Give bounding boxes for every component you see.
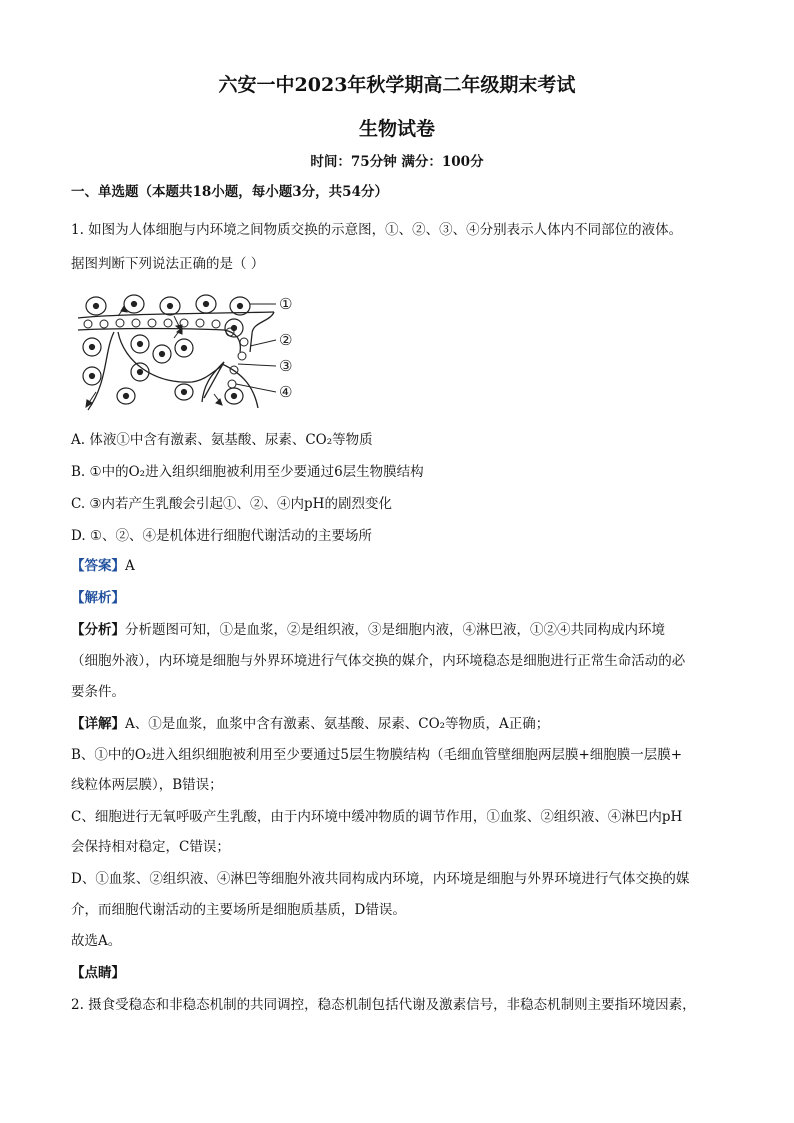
xiangjie-c1: C、细胞进行无氧呼吸产生乳酸，由于内环境中缓冲物质的调节作用，①血浆、②组织液、④淋巴内pH bbox=[71, 809, 683, 825]
dianjing-tag: 【点睛】 bbox=[71, 965, 125, 981]
answer-value: A bbox=[125, 558, 135, 574]
label-4: ④ bbox=[279, 383, 293, 401]
exam-title: 六安一中2023年秋学期高二年级期末考试 bbox=[218, 74, 576, 96]
section-heading: 一、单选题（本题共18小题，每小题3分，共54分） bbox=[71, 184, 388, 200]
fenxi-line3: 要条件。 bbox=[71, 684, 125, 700]
label-3: ③ bbox=[279, 357, 293, 375]
q1-stem-line1: 1. 如图为人体细胞与内环境之间物质交换的示意图，①、②、③、④分别表示人体内不同部位的液体。 bbox=[71, 222, 683, 238]
fenxi-line2: （细胞外液），内环境是细胞与外界环境进行气体交换的媒介，内环境稳态是细胞进行正常生命活动的必 bbox=[71, 653, 686, 669]
xiangjie-d1: D、①血浆、②组织液、④淋巴等细胞外液共同构成内环境，内环境是细胞与外界环境进行气体交换的媒 bbox=[71, 871, 690, 887]
xiangjie-line-a bbox=[71, 714, 731, 734]
answer-tag: 【答案】 bbox=[71, 558, 125, 574]
xiangjie-tag: 【详解】 bbox=[71, 716, 125, 732]
q1-option-c: C. ③内若产生乳酸会引起①、②、④内pH的剧烈变化 bbox=[71, 496, 392, 512]
label-1: ① bbox=[279, 295, 293, 313]
q1-stem-line2: 据图判断下列说法正确的是（ ） bbox=[71, 256, 265, 272]
analysis-tag: 【解析】 bbox=[71, 590, 125, 606]
xiangjie-d2: 介，而细胞代谢活动的主要场所是细胞质基质，D错误。 bbox=[71, 902, 406, 918]
fenxi-text1: 分析题图可知，①是血浆，②是组织液，③是细胞内液，④淋巴液，①②④共同构成内环境 bbox=[125, 622, 665, 638]
xiangjie-a: A、①是血浆，血浆中含有激素、氨基酸、尿素、CO₂等物质，A正确； bbox=[125, 716, 550, 732]
conclusion: 故选A。 bbox=[71, 933, 122, 949]
xiangjie-b2: 线粒体两层膜），B错误； bbox=[71, 777, 223, 793]
xiangjie-c2: 会保持相对稳定，C错误； bbox=[71, 839, 230, 855]
analysis-tag-line bbox=[71, 588, 731, 608]
exam-subject: 生物试卷 bbox=[358, 118, 435, 140]
xiangjie-b1: B、①中的O₂进入组织细胞被利用至少要通过5层生物膜结构（毛细血管壁细胞两层膜+细胞膜一层膜+ bbox=[71, 747, 683, 763]
q1-option-a: A. 体液①中含有激素、氨基酸、尿素、CO₂等物质 bbox=[71, 432, 373, 448]
q1-option-d: D. ①、②、④是机体进行细胞代谢活动的主要场所 bbox=[71, 528, 373, 544]
answer-line bbox=[71, 556, 731, 576]
exam-meta: 时间：75分钟 满分：100分 bbox=[310, 154, 484, 170]
q1-option-b: B. ①中的O₂进入组织细胞被利用至少要通过6层生物膜结构 bbox=[71, 464, 424, 480]
label-2: ② bbox=[279, 331, 293, 349]
fenxi-tag: 【分析】 bbox=[71, 622, 125, 638]
fenxi-line1 bbox=[71, 620, 731, 640]
q2-stem-line1: 2. 摄食受稳态和非稳态机制的共同调控，稳态机制包括代谢及激素信号，非稳态机制则主要指环境因素， bbox=[71, 997, 696, 1013]
q1-diagram bbox=[74, 292, 306, 416]
diagram-labels bbox=[279, 295, 292, 401]
